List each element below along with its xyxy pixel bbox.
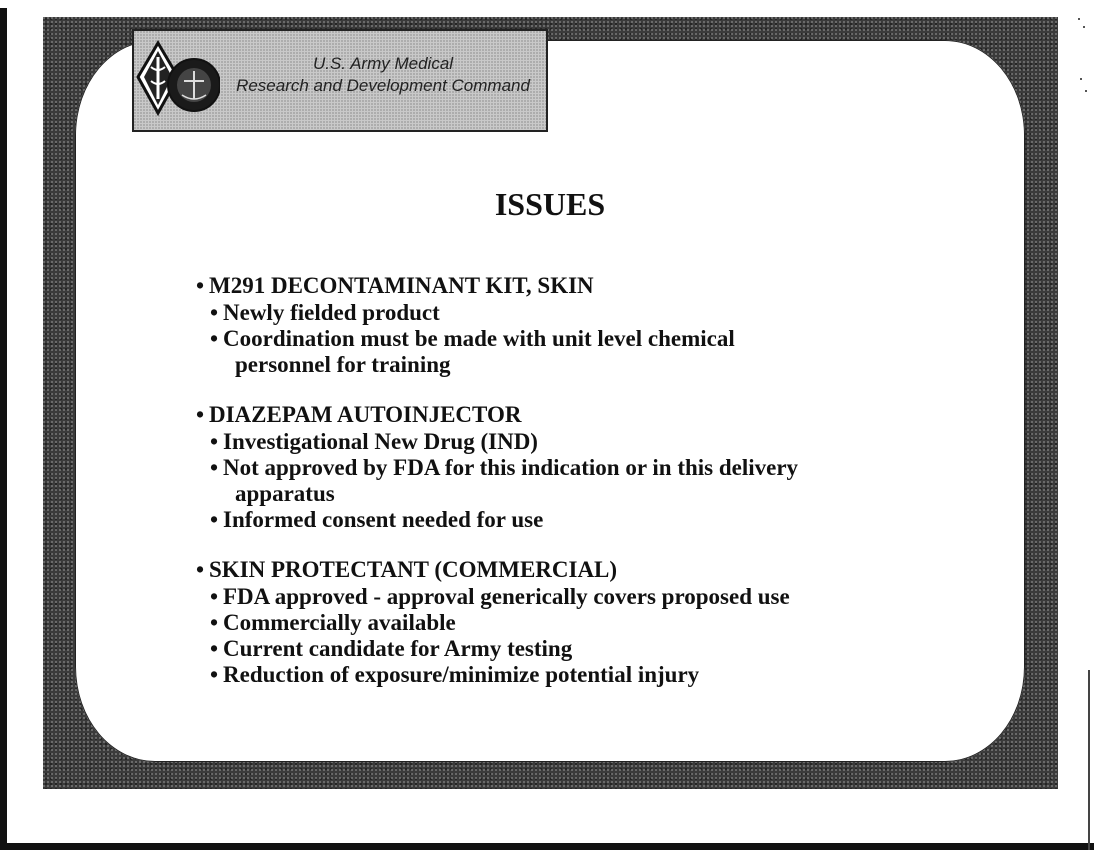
bullet-icon: • <box>210 610 219 635</box>
scan-border-right <box>1088 670 1090 850</box>
section-heading <box>196 400 886 429</box>
list-item <box>210 636 886 662</box>
list-item <box>210 584 886 610</box>
scan-specks <box>1078 18 1088 98</box>
organization-name-line2: Research and Development Command <box>236 76 530 95</box>
section-heading <box>196 555 886 584</box>
list-item-text: FDA approved - approval generically covers proposed use <box>223 584 790 609</box>
army-medical-logo-icon <box>134 37 220 127</box>
list-item-text: Not approved by FDA for this indication or in this delivery <box>223 455 799 480</box>
bullet-icon: • <box>210 507 219 532</box>
section-heading <box>196 271 886 300</box>
sub-list <box>196 300 886 378</box>
header-badge <box>132 29 548 132</box>
sub-list <box>196 429 886 533</box>
list-item <box>210 610 886 636</box>
section-heading-text: SKIN PROTECTANT (COMMERCIAL) <box>209 557 618 582</box>
list-item <box>210 429 886 455</box>
list-item <box>210 507 886 533</box>
sub-list <box>196 584 886 688</box>
organization-name <box>218 53 548 97</box>
list-item-text: Reduction of exposure/minimize potential injury <box>223 662 700 687</box>
list-item <box>210 300 886 326</box>
bullet-icon: • <box>210 326 219 351</box>
bullet-icon: • <box>210 584 219 609</box>
list-item-text: Investigational New Drug (IND) <box>223 429 538 454</box>
list-item <box>210 326 886 378</box>
bullet-icon: • <box>210 429 219 454</box>
bullet-icon: • <box>210 636 219 661</box>
bullet-icon: • <box>196 402 205 427</box>
section-m291 <box>196 271 886 378</box>
bullet-icon: • <box>210 455 219 480</box>
list-item-continuation: personnel for training <box>235 352 451 377</box>
organization-name-line1: U.S. Army Medical <box>312 54 454 73</box>
slide-title: ISSUES <box>494 186 606 222</box>
list-item-text: Informed consent needed for use <box>223 507 544 532</box>
bullet-icon: • <box>210 662 219 687</box>
bullet-icon: • <box>196 557 205 582</box>
scan-border-bottom <box>0 843 1094 850</box>
slide-content <box>196 271 886 710</box>
section-skin-protectant <box>196 555 886 688</box>
bullet-icon: • <box>210 300 219 325</box>
section-heading-text: M291 DECONTAMINANT KIT, SKIN <box>209 273 594 298</box>
list-item-text: Coordination must be made with unit level chemical <box>223 326 735 351</box>
list-item-text: Current candidate for Army testing <box>223 636 573 661</box>
section-diazepam <box>196 400 886 533</box>
list-item <box>210 662 886 688</box>
list-item-text: Newly fielded product <box>223 300 440 325</box>
bullet-icon: • <box>196 273 205 298</box>
list-item <box>210 455 886 507</box>
list-item-continuation: apparatus <box>235 481 335 506</box>
scan-border-left <box>0 8 7 850</box>
section-heading-text: DIAZEPAM AUTOINJECTOR <box>209 402 522 427</box>
list-item-text: Commercially available <box>223 610 456 635</box>
